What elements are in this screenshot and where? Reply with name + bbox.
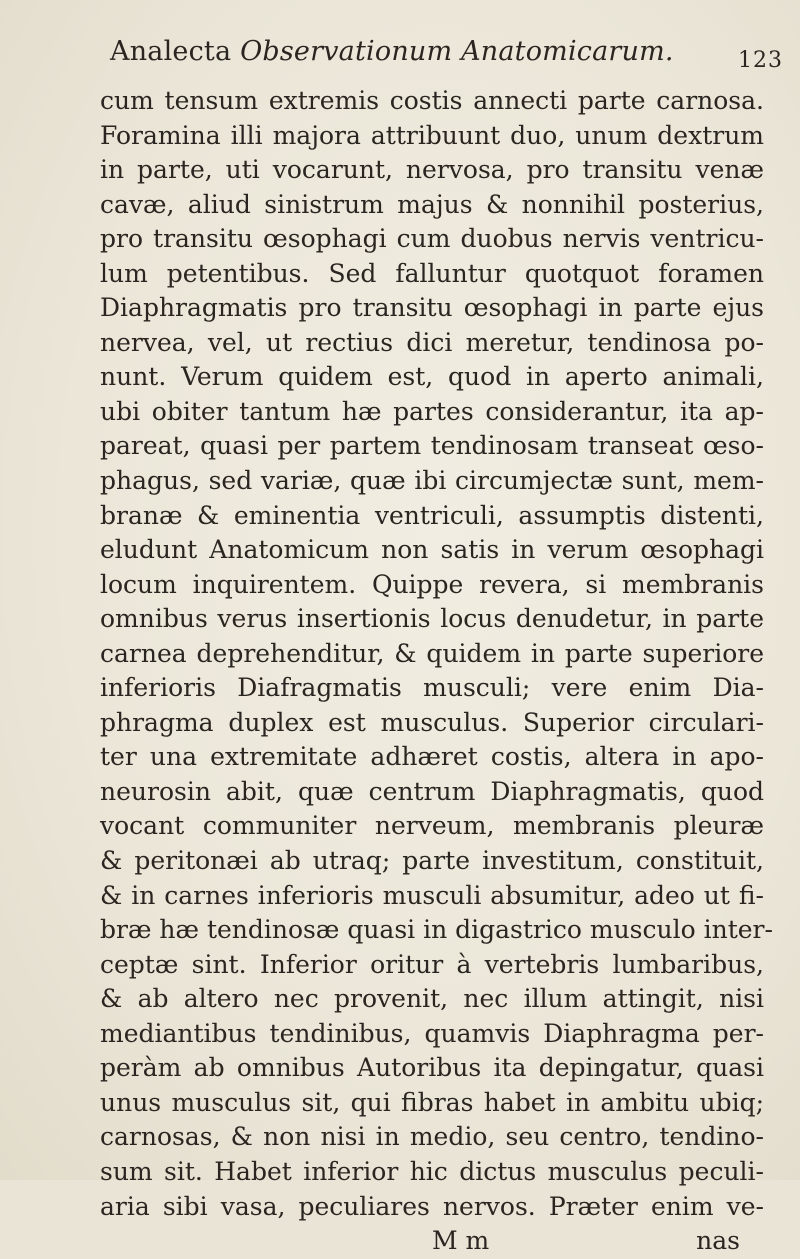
- text-line: pro transitu œsophagi cum duobus nervis ventricu-: [100, 224, 764, 254]
- text-line: locum inquirentem. Quippe revera, si membranis: [100, 569, 764, 599]
- text-line: phragma duplex est musculus. Superior circulari-: [100, 707, 764, 737]
- text-line: & ab altero nec provenit, nec illum attingit, nisi: [100, 984, 764, 1014]
- text-line: phagus, sed variæ, quæ ibi circumjectæ sunt, mem-: [100, 466, 764, 496]
- text-line: cum tensum extremis costis annecti parte carnosa.: [100, 86, 764, 115]
- signature-mark: M m: [432, 1226, 490, 1256]
- text-line: peràm ab omnibus Autoribus ita depingatur, quasi: [100, 1053, 764, 1083]
- text-line: omnibus verus insertionis locus denudetur, in parte: [100, 604, 764, 634]
- text-line: ubi obiter tantum hæ partes considerantur, ita ap-: [100, 396, 764, 426]
- text-line: carnea deprehenditur, & quidem in parte superiore: [100, 638, 764, 668]
- text-line: carnosas, & non nisi in medio, seu centro, tendino-: [100, 1122, 764, 1152]
- text-line: aria sibi vasa, peculiares nervos. Præter enim ve-: [100, 1191, 764, 1221]
- text-line: branæ & eminentia ventriculi, assumptis distenti,: [100, 500, 764, 530]
- text-line: nervea, vel, ut rectius dici meretur, tendinosa po-: [100, 327, 764, 357]
- text-line: bræ hæ tendinosæ quasi in digastrico musculo inter-: [100, 915, 773, 945]
- text-line: lum petentibus. Sed falluntur quotquot foramen: [100, 258, 764, 288]
- text-line: & in carnes inferioris musculi absumitur, adeo ut fi-: [100, 880, 764, 910]
- text-line: Diaphragmatis pro transitu œsophagi in parte ejus: [100, 293, 764, 323]
- text-line: vocant communiter nerveum, membranis pleuræ: [100, 811, 764, 841]
- text-line: ceptæ sint. Inferior oritur à vertebris lumbaribus,: [100, 949, 764, 979]
- catchword: nas: [696, 1226, 740, 1256]
- text-line: neurosin abit, quæ centrum Diaphragmatis, quod: [100, 776, 764, 806]
- running-title-roman: Analecta: [110, 36, 241, 67]
- text-line: unus musculus sit, qui fibras habet in ambitu ubiq;: [100, 1087, 764, 1117]
- text-line: eludunt Anatomicum non satis in verum œsophagi: [100, 535, 764, 565]
- text-line: ter una extremitate adhæret costis, altera in apo-: [100, 742, 764, 772]
- body-text: [100, 84, 773, 1259]
- text-line: Foramina illi majora attribuunt duo, unum dextrum: [100, 120, 764, 150]
- text-line: sum sit. Habet inferior hic dictus musculus peculi-: [100, 1156, 764, 1186]
- text-line: inferioris Diafragmatis musculi; vere enim Dia-: [100, 673, 764, 703]
- text-line: mediantibus tendinibus, quamvis Diaphragma per-: [100, 1018, 764, 1048]
- text-line: cavæ, aliud sinistrum majus & nonnihil posterius,: [100, 189, 764, 219]
- running-title-italic: Observationum Anatomicarum.: [240, 36, 674, 67]
- footer-line: [100, 1224, 764, 1259]
- running-title: [110, 36, 674, 67]
- text-line: nunt. Verum quidem est, quod in aperto animali,: [100, 362, 764, 392]
- page-number: 123: [738, 48, 783, 73]
- text-line: in parte, uti vocarunt, nervosa, pro transitu venæ: [100, 155, 764, 185]
- text-line: pareat, quasi per partem tendinosam transeat œso-: [100, 431, 764, 461]
- text-line: & peritonæi ab utraq; parte investitum, constituit,: [100, 846, 764, 876]
- running-head: [110, 36, 690, 76]
